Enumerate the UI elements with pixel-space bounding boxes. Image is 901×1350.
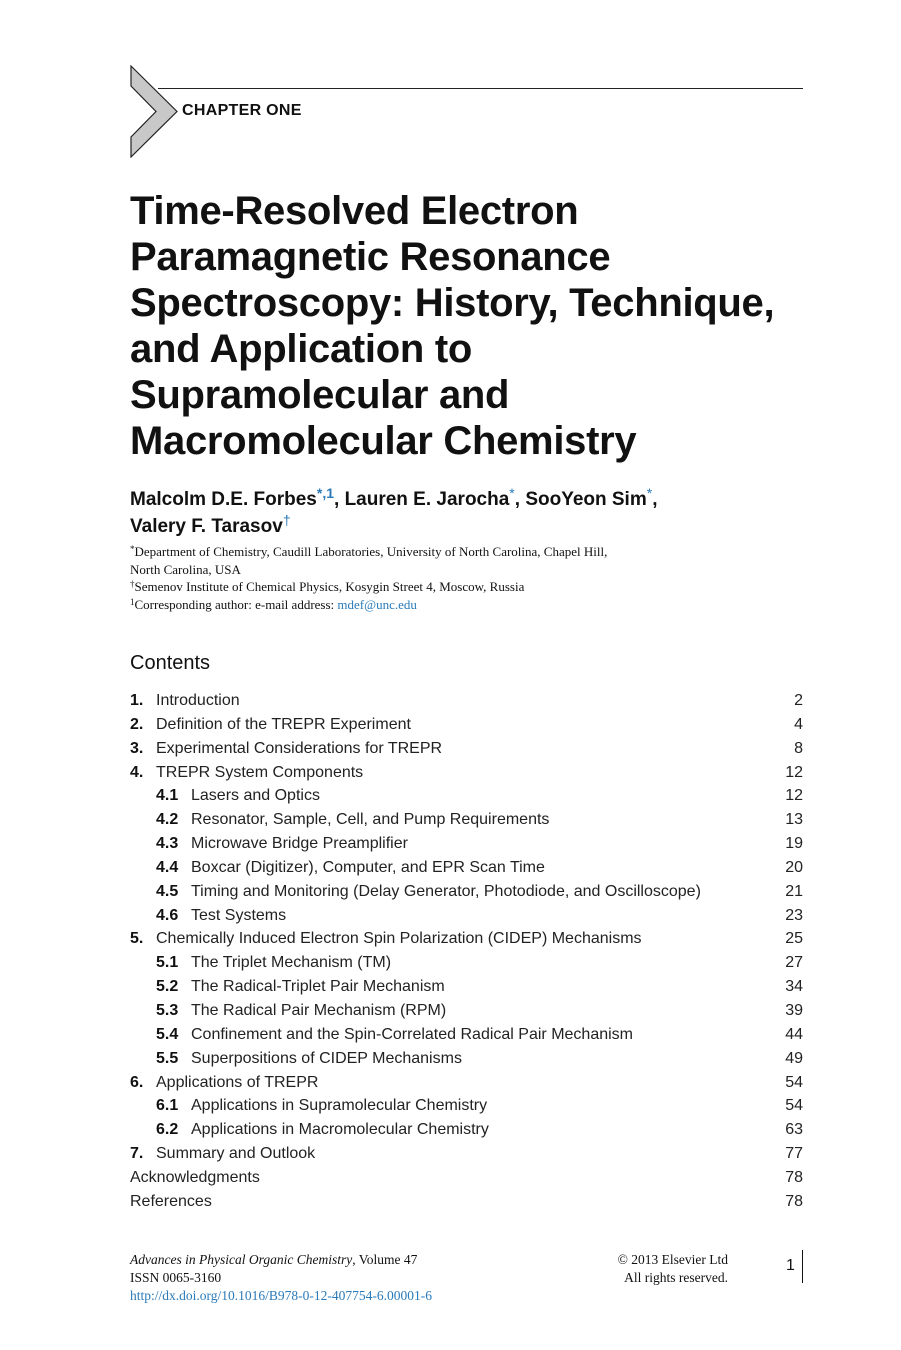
toc-entry[interactable] [130,1142,803,1166]
toc-entry-page: 2 [794,692,803,709]
author-name: SooYeon Sim [525,489,647,510]
author-separator: , [652,489,658,510]
toc-entry-page: 20 [785,858,803,876]
toc-entry[interactable] [130,1190,803,1214]
toc-entry[interactable] [130,832,803,856]
toc-entry-label: Introduction [156,692,240,709]
toc-entry-number: 6.1 [156,1097,179,1115]
toc-entry-label: Microwave Bridge Preamplifier [191,835,408,853]
title-line: Time-Resolved Electron [130,189,579,233]
footer-copyright [580,1251,728,1287]
toc-entry-number: 6.2 [156,1121,179,1139]
chapter-header-rule [158,88,803,89]
affiliation-text: Semenov Institute of Chemical Physics, Kosygin Street 4, Moscow, Russia [134,579,525,594]
title-line: Paramagnetic Resonance [130,235,611,279]
toc-entry-page: 78 [785,1192,803,1210]
doi-link[interactable]: http://dx.doi.org/10.1016/B978-0-12-407754-6.00001-6 [130,1288,432,1303]
toc-entry[interactable] [130,927,803,951]
toc-entry-label: TREPR System Components [156,763,364,781]
copyright-text: © 2013 Elsevier Ltd [617,1252,728,1267]
rights-text: All rights reserved. [624,1270,728,1285]
affiliation [130,578,770,596]
toc-entry[interactable] [130,975,803,999]
title-line: Supramolecular and [130,373,510,417]
toc-entry-page: 21 [785,882,803,900]
affiliation-continuation: North Carolina, USA [130,561,241,577]
author-name: Valery F. Tarasov [130,516,283,537]
toc-entry-page: 25 [785,930,803,948]
toc-entry-label: Acknowledgments [130,1168,260,1186]
affiliation [130,543,770,561]
toc-entry-page: 39 [785,1001,803,1019]
toc-entry-label: Experimental Considerations for TREPR [156,739,443,757]
toc-entry[interactable] [130,856,803,880]
footer-publication-info [130,1251,432,1305]
toc-entry-label: Test Systems [191,906,287,924]
toc-entry-label: Superpositions of CIDEP Mechanisms [191,1049,462,1067]
toc-entry-page: 34 [785,978,803,996]
author-separator: , [334,489,345,510]
toc-entry[interactable] [130,1166,803,1190]
toc-entry-number: 3. [130,739,144,757]
affiliation-text: Corresponding author: e-mail address: [134,596,338,612]
author-line [130,513,810,540]
toc-entry-label: Lasers and Optics [191,787,320,805]
toc-entry-number: 5. [130,930,144,948]
toc-entry[interactable] [130,880,803,904]
toc-entry[interactable] [130,689,803,713]
toc-entry-page: 4 [794,715,803,733]
author-affiliation-mark[interactable]: * [509,485,515,501]
affiliations [130,543,770,613]
toc-entry-label: Timing and Monitoring (Delay Generator, Photodiode, and Oscilloscope) [191,882,701,900]
toc-entry[interactable] [130,784,803,808]
issn: ISSN 0065-3160 [130,1270,222,1285]
toc-entry-label: Confinement and the Spin-Correlated Radical Pair Mechanism [191,1025,633,1043]
author-separator: , [514,489,526,510]
toc-entry-number: 4.3 [156,835,179,853]
toc-entry-number: 4.2 [156,811,179,829]
toc-entry-number: 5.2 [156,978,179,996]
toc-entry-number: 4. [130,763,144,781]
title-line: Spectroscopy: History, Technique, [130,281,775,325]
toc-entry-number: 2. [130,715,144,733]
toc-entry-label: Summary and Outlook [156,1145,316,1163]
toc-entry-label: Chemically Induced Electron Spin Polarization (CIDEP) Mechanisms [156,930,642,948]
title-line: Macromolecular Chemistry [130,419,637,463]
toc-entry-page: 78 [785,1168,803,1186]
toc-entry-number: 7. [130,1145,144,1163]
author-affiliation-mark[interactable]: † [282,512,291,528]
toc-entry[interactable] [130,1071,803,1095]
toc-entry-label: Applications in Macromolecular Chemistry [191,1121,489,1139]
toc-entry-page: 77 [785,1145,803,1163]
toc-entry[interactable] [130,737,803,761]
toc-entry-page: 54 [785,1097,803,1115]
toc-entry-label: Resonator, Sample, Cell, and Pump Requirements [191,811,550,829]
toc-entry[interactable] [130,999,803,1023]
toc-entry-page: 8 [794,739,803,757]
journal-name: Advances in Physical Organic Chemistry [130,1252,353,1267]
title-line: and Application to [130,327,472,371]
affiliation-mark: * [130,544,135,554]
author-name: Lauren E. Jarocha [344,489,510,510]
toc-entry-label: Definition of the TREPR Experiment [156,715,411,733]
toc-entry-page: 19 [785,835,803,853]
toc-entry-number: 4.4 [156,858,179,876]
table-of-contents [130,689,803,1214]
toc-entry-page: 63 [785,1121,803,1139]
toc-entry-number: 5.5 [156,1049,179,1067]
affiliation-mark: † [130,579,135,589]
corresponding-email-link[interactable]: mdef@unc.edu [337,596,417,612]
toc-entry-page: 27 [785,954,803,972]
page-number-rule [802,1250,803,1283]
toc-entry-page: 13 [785,811,803,829]
toc-entry-page: 49 [785,1049,803,1067]
journal-volume: , Volume 47 [352,1252,418,1267]
toc-entry-number: 5.1 [156,954,179,972]
toc-entry-number: 4.1 [156,787,179,805]
toc-entry[interactable] [130,1047,803,1071]
toc-entry-label: Applications of TREPR [156,1073,319,1091]
toc-entry[interactable] [130,761,803,785]
toc-entry-page: 23 [785,906,803,924]
toc-entry-page: 12 [785,787,803,805]
toc-entry-label: References [130,1192,212,1210]
toc-entry-label: Applications in Supramolecular Chemistry [191,1097,488,1115]
toc-entry[interactable] [130,904,803,928]
toc-entry[interactable] [130,951,803,975]
toc-entry-number: 5.3 [156,1001,179,1019]
affiliation-mark: 1 [130,596,135,607]
author-line [130,486,810,513]
author-list [130,486,810,540]
toc-entry-label: The Radical-Triplet Pair Mechanism [191,978,445,996]
toc-entry-label: Boxcar (Digitizer), Computer, and EPR Scan Time [191,858,545,876]
toc-entry[interactable] [130,713,803,737]
page-number: 1 [786,1257,795,1274]
toc-entry-number: 4.5 [156,882,179,900]
author-name: Malcolm D.E. Forbes [130,489,317,510]
affiliation-text: Department of Chemistry, Caudill Laboratories, University of North Carolina, Chapel Hill, [134,544,608,559]
toc-entry[interactable] [130,1118,803,1142]
toc-entry-number: 5.4 [156,1025,179,1043]
toc-entry[interactable] [130,1023,803,1047]
affiliation [130,596,770,614]
author-affiliation-mark[interactable]: *,1 [316,485,334,501]
toc-entry-label: The Radical Pair Mechanism (RPM) [191,1001,447,1019]
toc-entry-number: 1. [130,692,144,709]
toc-entry-page: 12 [785,763,803,781]
chapter-chevron-icon [130,65,178,158]
toc-entry-page: 44 [785,1025,803,1043]
toc-entry[interactable] [130,808,803,832]
toc-entry-number: 6. [130,1073,144,1091]
article-title [130,188,820,464]
contents-heading: Contents [130,652,211,674]
toc-entry-number: 4.6 [156,906,179,924]
toc-entry-label: The Triplet Mechanism (TM) [191,954,392,972]
author-affiliation-mark[interactable]: * [646,485,653,501]
footer-journal-line [130,1251,432,1269]
chapter-label: CHAPTER ONE [182,102,302,119]
toc-entry[interactable] [130,1094,803,1118]
toc-entry-page: 54 [785,1073,803,1091]
